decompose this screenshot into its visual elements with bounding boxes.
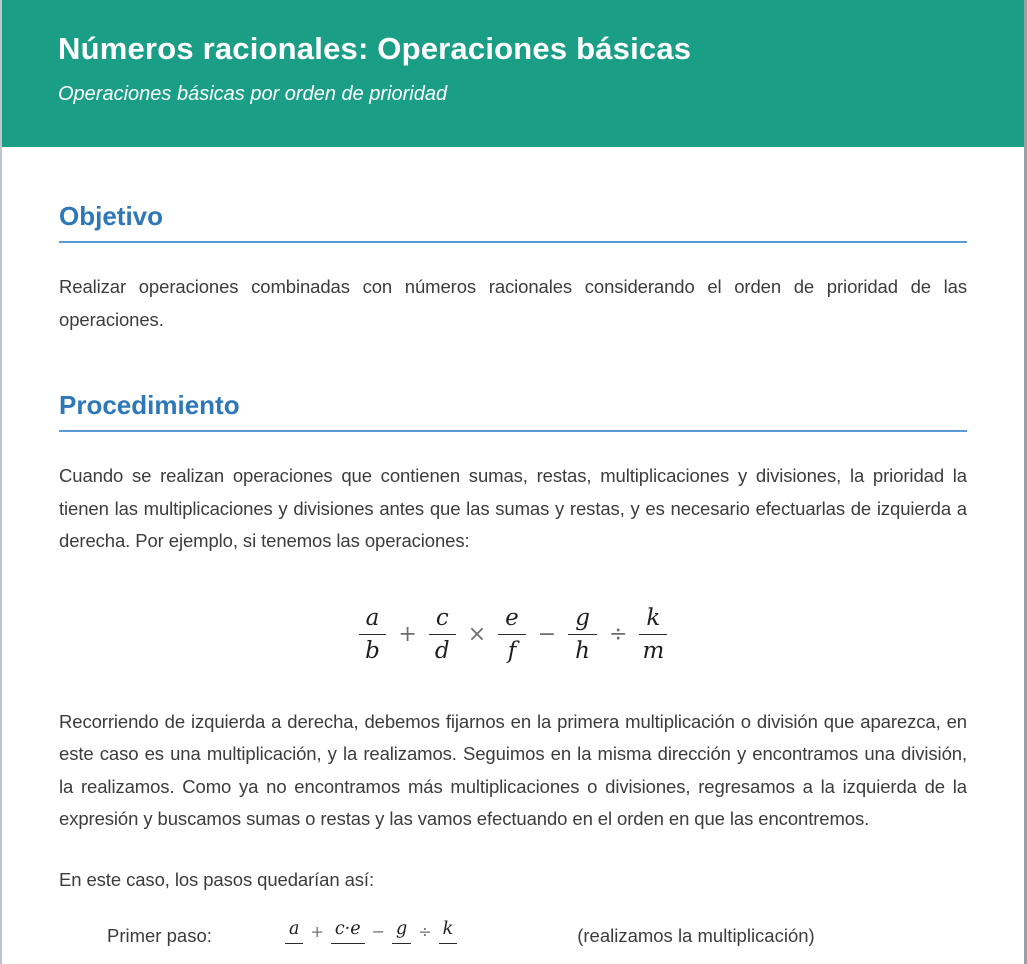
step-note: (realizamos la multiplicación) [577, 925, 815, 947]
fraction-a-b [359, 605, 387, 665]
fraction-denominator: m [642, 638, 665, 665]
fraction-numerator: a [359, 605, 387, 635]
section-heading-objetivo: Objetivo [59, 201, 967, 243]
fraction-k-m [639, 605, 667, 665]
fraction-c-d [429, 605, 456, 665]
section-heading-procedimiento: Procedimiento [59, 390, 967, 432]
procedimiento-paragraph-1: Cuando se realizan operaciones que contienen sumas, restas, multiplicaciones y divisiones, la prioridad la tienen las multiplicaciones y divisiones antes que las sumas y restas, y es necesario efectuarlas de izquierda a derecha. Por ejemplo, si tenemos las operaciones: [59, 465, 967, 552]
minus-operator: − [371, 922, 385, 942]
page-title: Números racionales: Operaciones básicas [58, 31, 692, 66]
minus-operator: − [537, 622, 557, 648]
fraction-numerator: k [639, 605, 667, 635]
math-expression-display [59, 592, 967, 678]
step-label: Primer paso: [107, 925, 212, 947]
fraction-numerator: g [392, 917, 411, 944]
steps-intro: En este caso, los pasos quedarían así: [59, 868, 375, 890]
multiply-operator: × [467, 622, 487, 648]
document-content [2, 201, 1024, 947]
fraction-numerator: c [429, 605, 456, 635]
plus-operator: + [310, 922, 324, 942]
fraction-denominator: f [507, 638, 517, 665]
plus-operator: + [398, 622, 417, 648]
fraction-denominator: d [434, 638, 450, 665]
divide-operator: ÷ [418, 922, 432, 942]
fraction-numerator: g [568, 605, 597, 635]
divide-operator: ÷ [608, 622, 628, 648]
objetivo-paragraph: Realizar operaciones combinadas con números racionales considerando el orden de prioridad de las operaciones. [59, 276, 967, 330]
title-banner [2, 0, 1024, 147]
fraction-g-h [568, 605, 597, 665]
fraction-numerator: a [285, 917, 303, 944]
step-formula [285, 917, 457, 944]
fraction-numerator: k [439, 917, 458, 944]
fraction-k [439, 917, 458, 944]
fraction-ce [331, 917, 365, 944]
fraction-e-f [498, 605, 526, 665]
fraction-numerator: e [498, 605, 526, 635]
fraction-g [392, 917, 411, 944]
procedimiento-paragraph-2: Recorriendo de izquierda a derecha, debemos fijarnos en la primera multiplicación o división que aparezca, en este caso es una multiplicación, y la realizamos. Seguimos en la misma dirección y encontramos una división, la realizamos. Como ya no encontramos más multiplicaciones o divisiones, regresamos a la izquierda de la expresión y buscamos sumas o restas y las vamos efectuando en el orden en que las encontremos. [59, 710, 967, 830]
fraction-denominator: b [365, 638, 380, 665]
step-row-1 [59, 917, 967, 947]
fraction-a [285, 917, 303, 944]
fraction-denominator: h [575, 638, 590, 665]
fraction-numerator: c·e [331, 917, 365, 944]
page-subtitle: Operaciones básicas por orden de prioridad [58, 83, 448, 106]
